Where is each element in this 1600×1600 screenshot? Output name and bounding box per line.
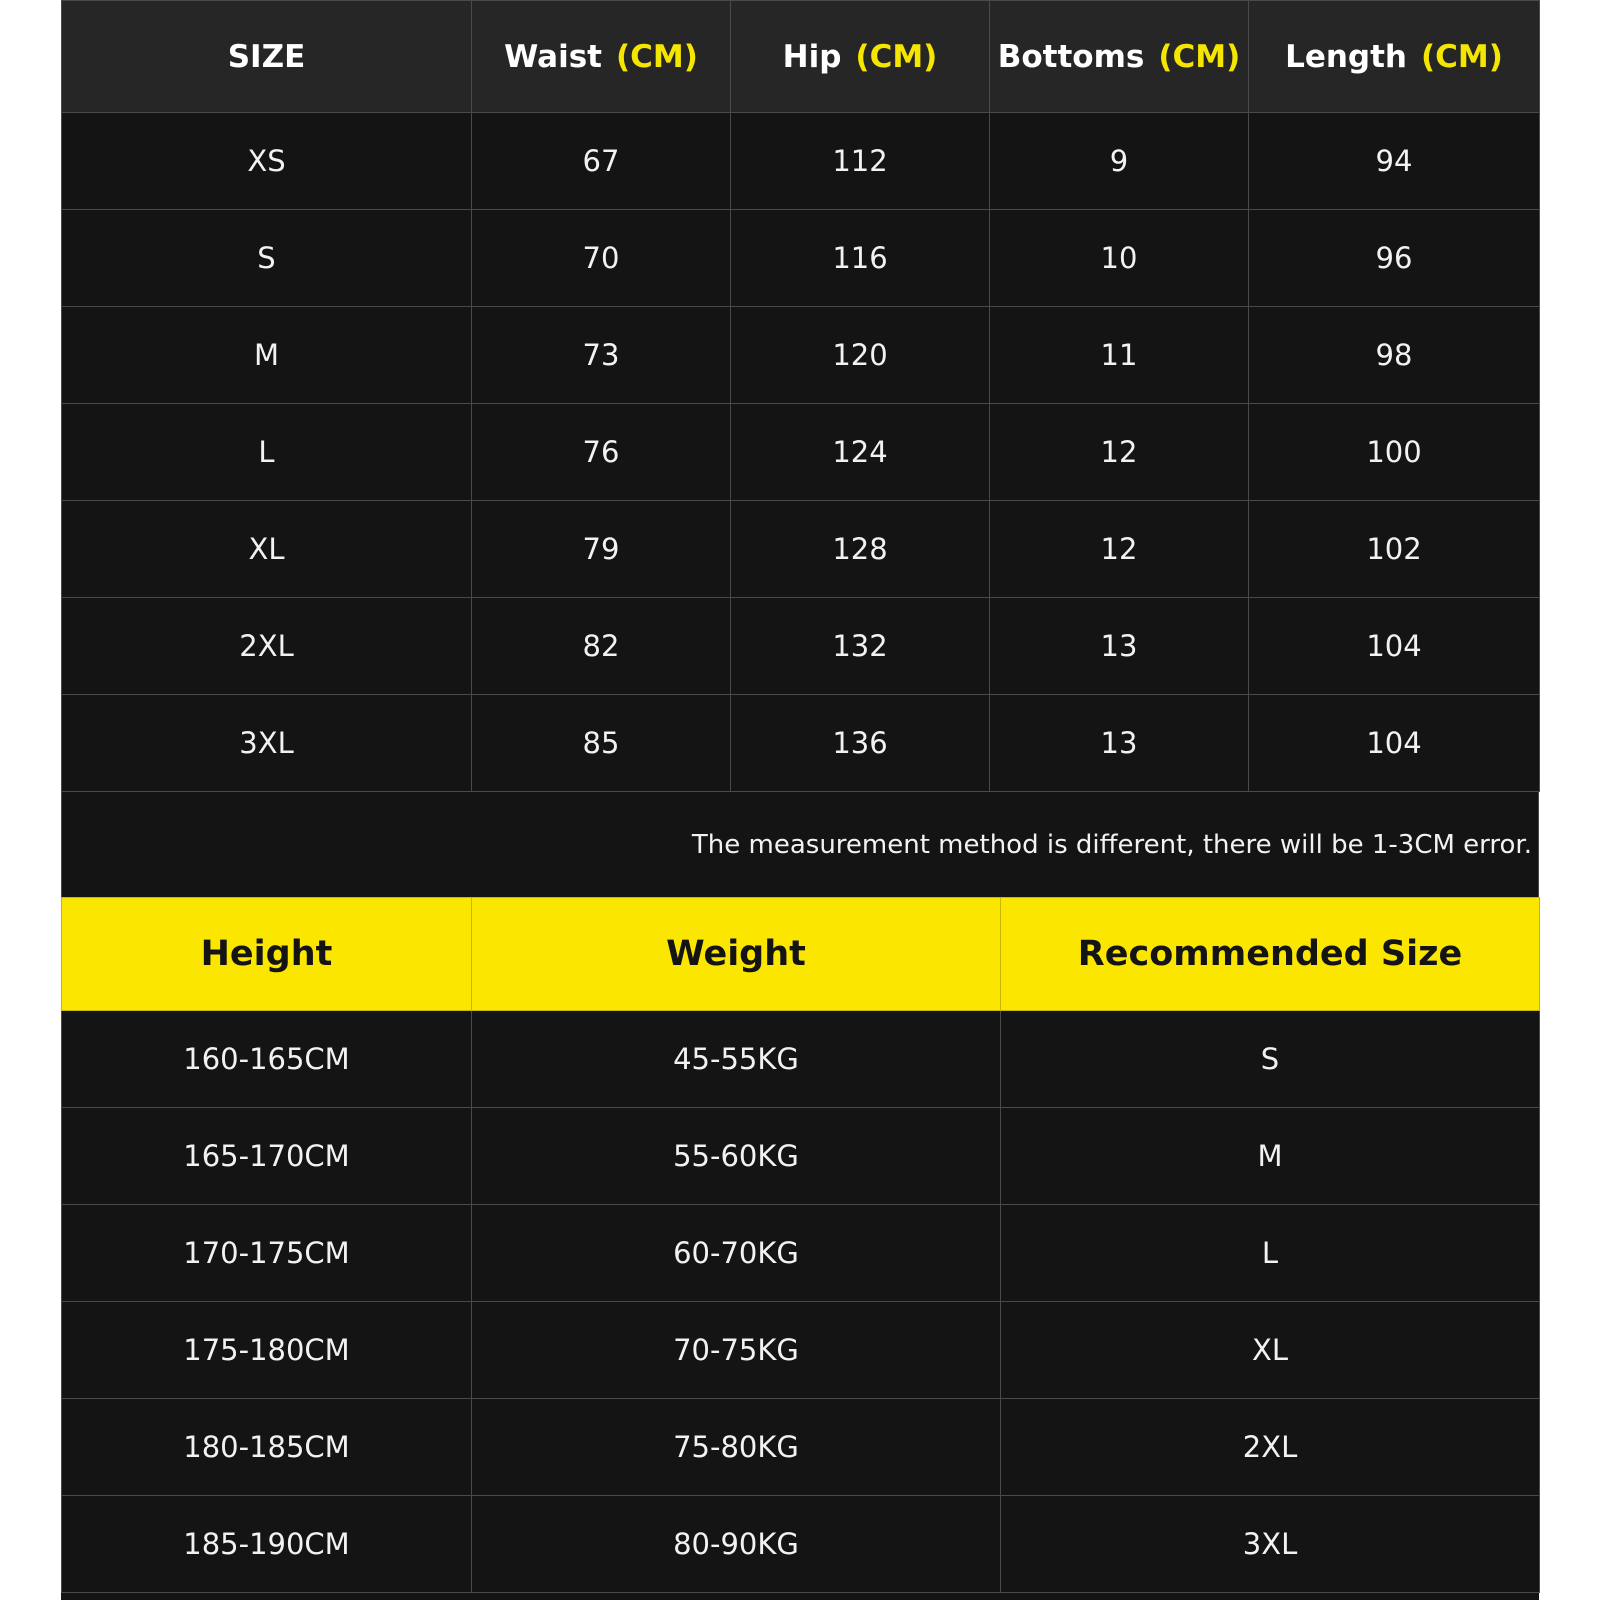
cell-weight: 70-75KG [472,1302,1001,1399]
cell-waist: 82 [472,598,731,695]
cell-hip: 132 [731,598,990,695]
cell-waist: 70 [472,210,731,307]
cell-size: XL [62,501,472,598]
header-unit: (CM) [615,38,698,75]
cell-bottoms: 10 [990,210,1249,307]
table-row [62,695,1540,792]
table-row [62,404,1540,501]
cell-height: 170-175CM [62,1205,472,1302]
cell-recommended-size: 3XL [1001,1496,1540,1593]
cell-size: S [62,210,472,307]
table-row [62,307,1540,404]
cell-recommended-size: 2XL [1001,1399,1540,1496]
cell-weight: 80-90KG [472,1496,1001,1593]
cell-length: 98 [1249,307,1540,404]
cell-waist: 76 [472,404,731,501]
cell-size: XS [62,113,472,210]
header-label: Length [1285,38,1407,75]
cell-bottoms: 12 [990,404,1249,501]
cell-waist: 73 [472,307,731,404]
cell-length: 94 [1249,113,1540,210]
recommended-table-header-row [62,898,1540,1011]
header-hip [731,1,990,113]
table-row [62,1399,1540,1496]
cell-weight: 60-70KG [472,1205,1001,1302]
cell-bottoms: 13 [990,695,1249,792]
table-row [62,113,1540,210]
cell-hip: 120 [731,307,990,404]
cell-length: 104 [1249,598,1540,695]
cell-height: 165-170CM [62,1108,472,1205]
header-unit: (CM) [1158,38,1241,75]
cell-weight: 75-80KG [472,1399,1001,1496]
size-chart-sheet [61,0,1539,1600]
cell-hip: 124 [731,404,990,501]
header-label: SIZE [227,38,306,75]
header-length [1249,1,1540,113]
header-height: Height [62,898,472,1011]
cell-hip: 112 [731,113,990,210]
table-row [62,210,1540,307]
table-row [62,1302,1540,1399]
cell-weight: 55-60KG [472,1108,1001,1205]
cell-waist: 67 [472,113,731,210]
cell-length: 102 [1249,501,1540,598]
table-row [62,598,1540,695]
header-recommended-size: Recommended Size [1001,898,1540,1011]
header-label: Waist [504,38,602,75]
recommended-size-table [61,897,1540,1593]
cell-bottoms: 13 [990,598,1249,695]
cell-length: 96 [1249,210,1540,307]
table-row [62,1108,1540,1205]
table-row [62,501,1540,598]
cell-waist: 85 [472,695,731,792]
cell-bottoms: 9 [990,113,1249,210]
cell-bottoms: 12 [990,501,1249,598]
cell-size: M [62,307,472,404]
table-row [62,1496,1540,1593]
header-weight: Weight [472,898,1001,1011]
cell-size: L [62,404,472,501]
cell-recommended-size: L [1001,1205,1540,1302]
cell-height: 175-180CM [62,1302,472,1399]
cell-hip: 116 [731,210,990,307]
cell-size: 2XL [62,598,472,695]
cell-height: 185-190CM [62,1496,472,1593]
cell-recommended-size: XL [1001,1302,1540,1399]
header-label: Bottoms [997,38,1145,75]
cell-size: 3XL [62,695,472,792]
header-unit: (CM) [1421,38,1503,75]
header-label: Hip [782,38,842,75]
cell-hip: 136 [731,695,990,792]
table-row [62,1011,1540,1108]
cell-length: 100 [1249,404,1540,501]
table-row [62,1205,1540,1302]
cell-weight: 45-55KG [472,1011,1001,1108]
measurement-note-text: The measurement method is different, there will be 1-3CM error. [691,829,1532,860]
cell-recommended-size: M [1001,1108,1540,1205]
cell-bottoms: 11 [990,307,1249,404]
cell-recommended-size: S [1001,1011,1540,1108]
size-table-header-row [62,1,1540,113]
header-size [62,1,472,113]
header-waist [472,1,731,113]
cell-waist: 79 [472,501,731,598]
size-measurement-table [61,0,1540,792]
measurement-note [61,792,1539,897]
header-bottoms [990,1,1249,113]
cell-length: 104 [1249,695,1540,792]
header-unit: (CM) [855,38,938,75]
cell-height: 180-185CM [62,1399,472,1496]
cell-height: 160-165CM [62,1011,472,1108]
cell-hip: 128 [731,501,990,598]
